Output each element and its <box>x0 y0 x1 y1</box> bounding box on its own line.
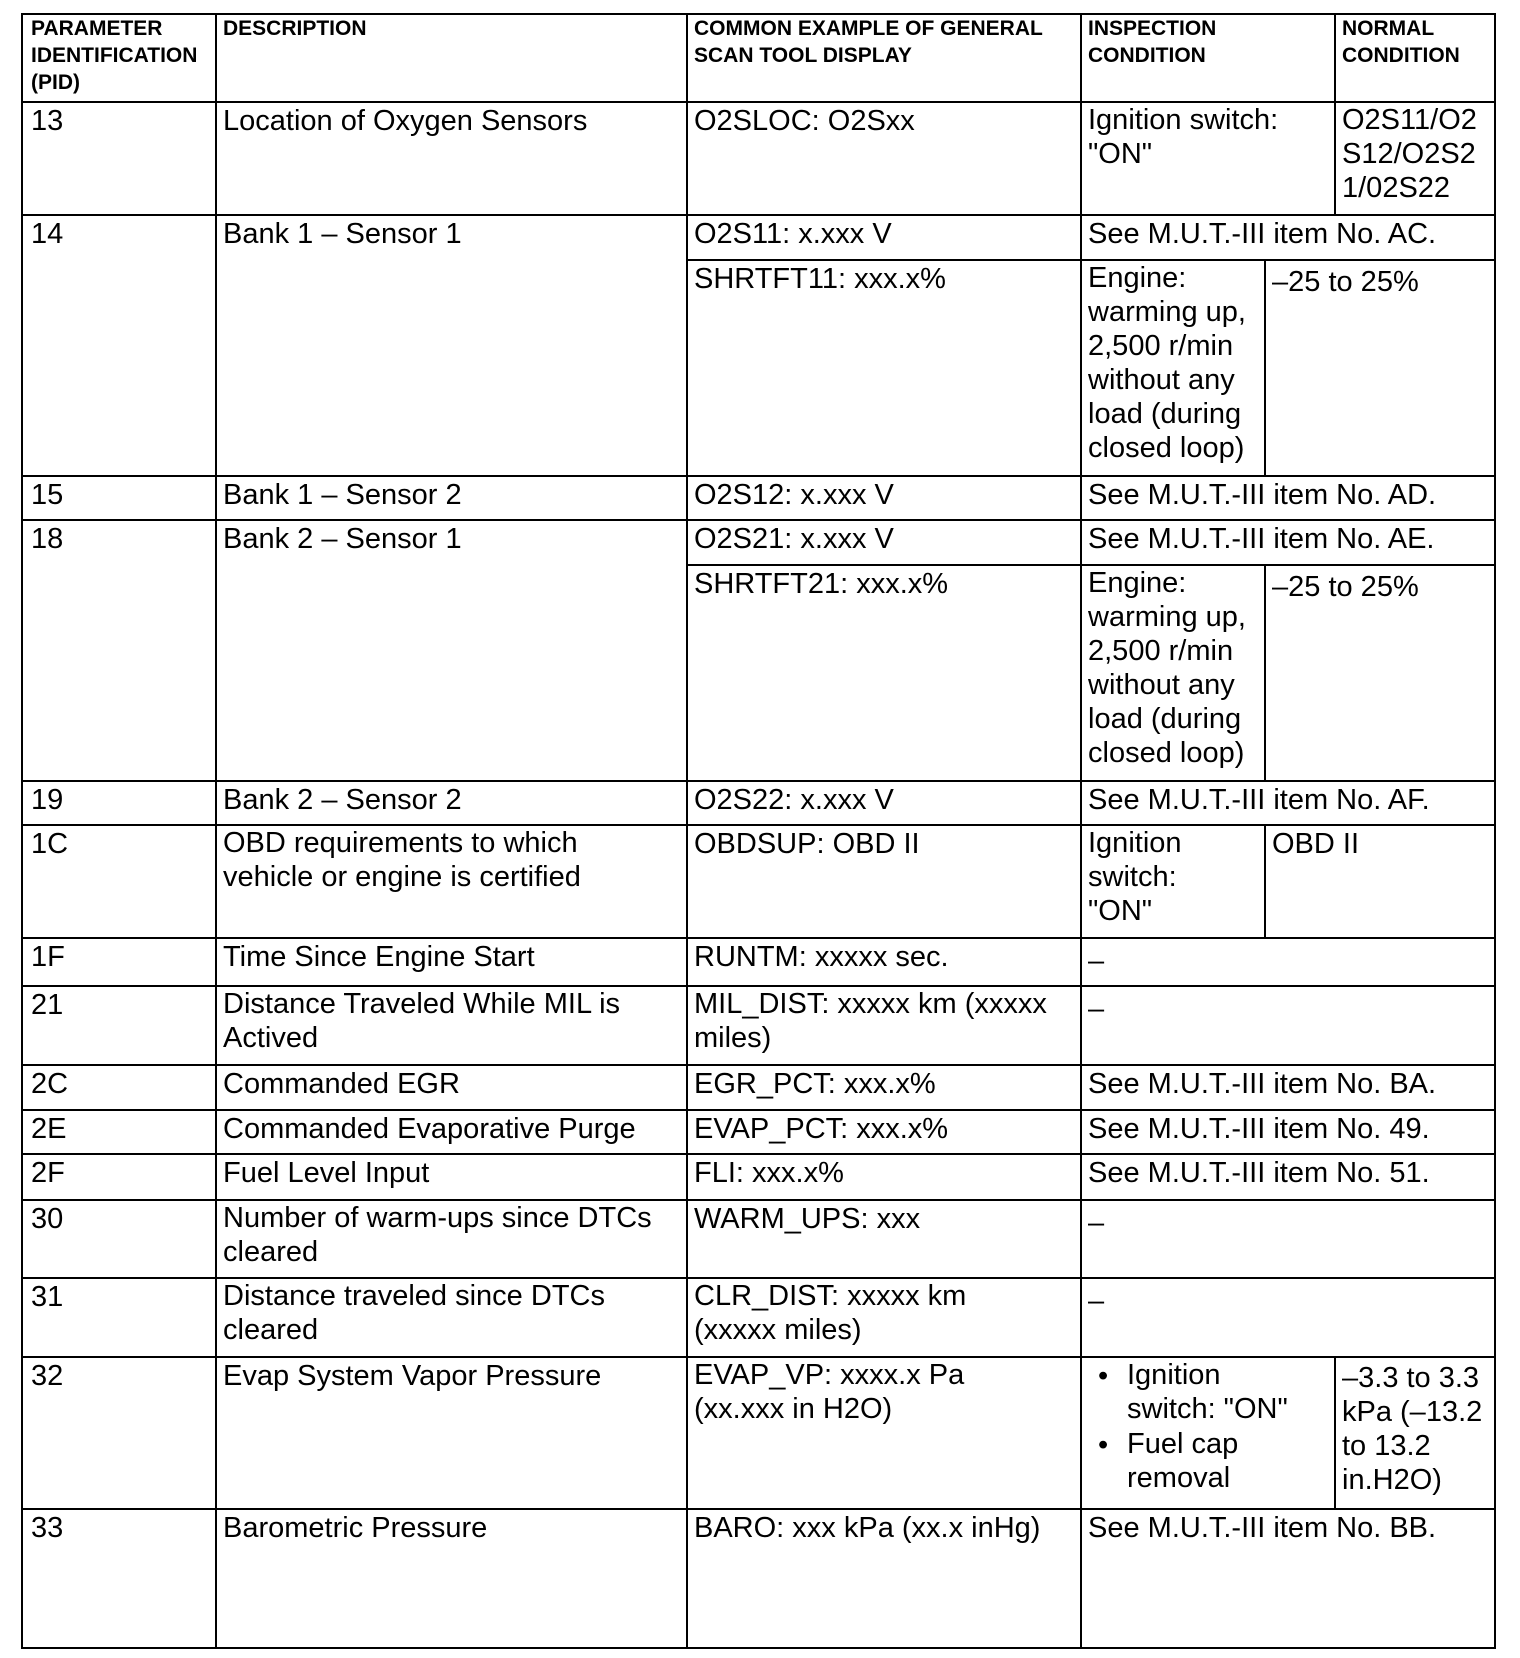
pid-table <box>21 13 1496 1649</box>
merged-condition-cell: See M.U.T.-III item No. AC. <box>1088 218 1437 250</box>
merged-condition-cell: See M.U.T.-III item No. AE. <box>1088 523 1435 555</box>
inspection-bullet: Fuel cap removal <box>1127 1428 1239 1494</box>
display-cell: SHRTFT21: xxx.x% <box>694 568 949 600</box>
merged-condition-cell: – <box>1088 1207 1105 1239</box>
normal-cell: OBD II <box>1272 828 1360 860</box>
merged-condition-cell: See M.U.T.-III item No. AD. <box>1088 479 1437 511</box>
description-cell: Distance Traveled While MIL is Actived <box>223 988 621 1054</box>
inspection-cell: Ignition switch: "ON" <box>1088 827 1182 927</box>
header-inspection: INSPECTION CONDITION <box>1088 17 1217 67</box>
display-cell: O2S11: x.xxx V <box>694 218 892 250</box>
display-cell: EVAP_PCT: xxx.x% <box>694 1113 949 1145</box>
display-cell: O2S22: x.xxx V <box>694 784 894 816</box>
description-cell: Time Since Engine Start <box>223 941 535 973</box>
header-description: DESCRIPTION <box>223 17 367 40</box>
col-rule <box>1264 564 1266 780</box>
description-cell: Location of Oxygen Sensors <box>223 105 588 137</box>
col-rule <box>686 15 688 1647</box>
bullet-dot: • <box>1098 1360 1109 1392</box>
description-cell: Bank 1 – Sensor 2 <box>223 479 462 511</box>
display-cell: SHRTFT11: xxx.x% <box>694 263 946 295</box>
pid-cell: 31 <box>31 1281 64 1313</box>
display-cell: O2S21: x.xxx V <box>694 523 894 555</box>
inspection-cell: Engine: warming up, 2,500 r/min without any load (during closed loop) <box>1088 567 1246 769</box>
pid-cell: 33 <box>31 1512 64 1544</box>
merged-condition-cell: – <box>1088 993 1105 1025</box>
display-cell: WARM_UPS: xxx <box>694 1203 921 1235</box>
merged-condition-cell: See M.U.T.-III item No. BA. <box>1088 1068 1437 1100</box>
normal-cell: –25 to 25% <box>1272 266 1419 298</box>
pid-cell: 32 <box>31 1360 64 1392</box>
display-cell: MIL_DIST: xxxxx km (xxxxx miles) <box>694 988 1047 1054</box>
display-cell: CLR_DIST: xxxxx km (xxxxx miles) <box>694 1280 967 1346</box>
description-cell: Bank 2 – Sensor 2 <box>223 784 462 816</box>
display-cell: EVAP_VP: xxxx.x Pa (xx.xxx in H2O) <box>694 1359 965 1425</box>
merged-condition-cell: – <box>1088 1285 1105 1317</box>
merged-condition-cell: See M.U.T.-III item No. 51. <box>1088 1157 1430 1189</box>
merged-condition-cell: See M.U.T.-III item No. BB. <box>1088 1512 1437 1544</box>
col-rule <box>1334 1356 1336 1508</box>
inspection-cell: Engine: warming up, 2,500 r/min without any load (during closed loop) <box>1088 262 1246 464</box>
description-cell: Bank 2 – Sensor 1 <box>223 523 462 555</box>
merged-condition-cell: See M.U.T.-III item No. 49. <box>1088 1113 1430 1145</box>
pid-cell: 14 <box>31 218 64 250</box>
pid-cell: 2E <box>31 1113 67 1145</box>
display-cell: FLI: xxx.x% <box>694 1157 844 1189</box>
pid-cell: 2F <box>31 1157 65 1189</box>
pid-cell: 18 <box>31 523 64 555</box>
display-cell: O2SLOC: O2Sxx <box>694 105 915 137</box>
description-cell: Evap System Vapor Pressure <box>223 1360 602 1392</box>
col-rule <box>1264 824 1266 937</box>
merged-condition-cell: See M.U.T.-III item No. AF. <box>1088 784 1430 816</box>
description-cell: Bank 1 – Sensor 1 <box>223 218 462 250</box>
pid-cell: 21 <box>31 989 64 1021</box>
inspection-cell: Ignition switch: "ON" <box>1088 104 1279 170</box>
pid-cell: 19 <box>31 784 64 816</box>
header-pid: PARAMETER IDENTIFICATION (PID) <box>31 17 198 94</box>
description-cell: Barometric Pressure <box>223 1512 488 1544</box>
description-cell: Commanded Evaporative Purge <box>223 1113 636 1145</box>
header-normal: NORMAL CONDITION <box>1342 17 1460 67</box>
display-cell: BARO: xxx kPa (xx.x inHg) <box>694 1512 1041 1544</box>
inspection-bullet: Ignition switch: "ON" <box>1127 1359 1288 1425</box>
description-cell: Commanded EGR <box>223 1068 460 1100</box>
col-rule <box>1080 15 1082 1647</box>
display-cell: O2S12: x.xxx V <box>694 479 894 511</box>
display-cell: RUNTM: xxxxx sec. <box>694 941 949 973</box>
description-cell: OBD requirements to which vehicle or engine is certified <box>223 827 581 893</box>
pid-cell: 2C <box>31 1068 69 1100</box>
merged-condition-cell: – <box>1088 945 1105 977</box>
description-cell: Fuel Level Input <box>223 1157 430 1189</box>
normal-cell: O2S11/O2 S12/O2S2 1/02S22 <box>1342 104 1477 204</box>
bullet-dot: • <box>1098 1429 1109 1461</box>
pid-cell: 13 <box>31 105 64 137</box>
description-cell: Number of warm-ups since DTCs cleared <box>223 1202 652 1268</box>
pid-cell: 30 <box>31 1203 64 1235</box>
pid-cell: 1F <box>31 941 65 973</box>
col-rule <box>1264 259 1266 475</box>
header-display: COMMON EXAMPLE OF GENERAL SCAN TOOL DISPLAY <box>694 17 1043 67</box>
pid-cell: 1C <box>31 828 69 860</box>
description-cell: Distance traveled since DTCs cleared <box>223 1280 605 1346</box>
normal-cell: –25 to 25% <box>1272 571 1419 603</box>
pid-cell: 15 <box>31 479 64 511</box>
display-cell: OBDSUP: OBD II <box>694 828 920 860</box>
col-rule <box>1334 15 1336 214</box>
normal-cell: –3.3 to 3.3 kPa (–13.2 to 13.2 in.H2O) <box>1342 1362 1483 1496</box>
col-rule <box>215 15 217 1647</box>
display-cell: EGR_PCT: xxx.x% <box>694 1068 936 1100</box>
